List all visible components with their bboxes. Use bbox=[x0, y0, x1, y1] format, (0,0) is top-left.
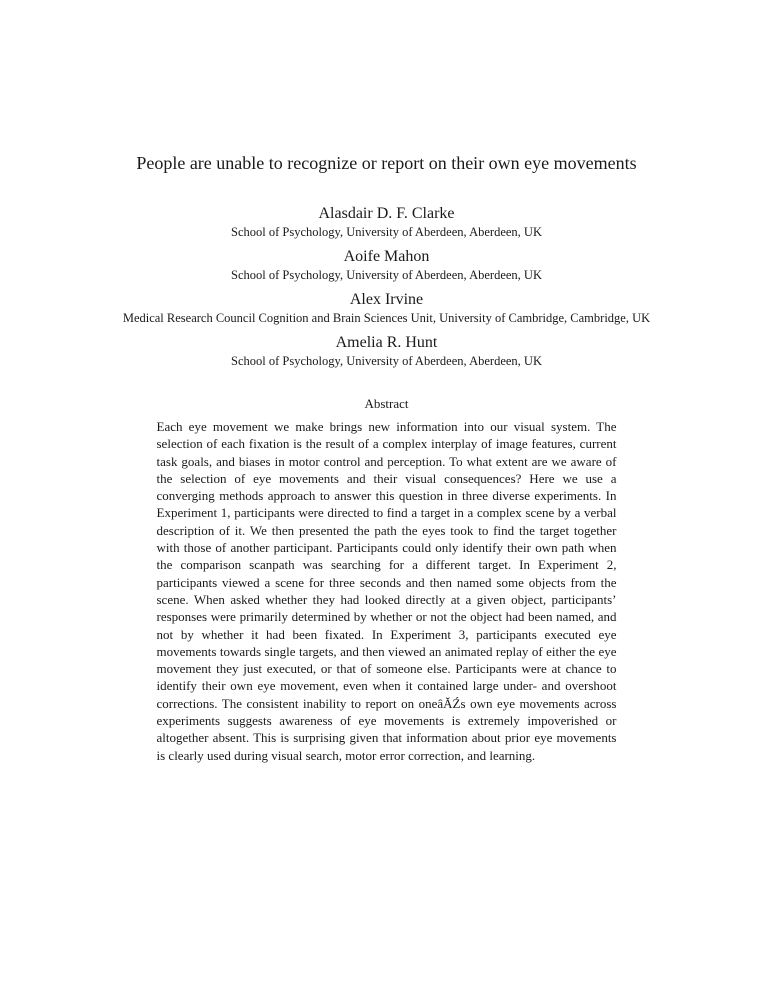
abstract-section bbox=[0, 396, 773, 764]
author-name: Aoife Mahon bbox=[343, 248, 430, 265]
author-block bbox=[0, 204, 773, 241]
author-affiliation: Medical Research Council Cognition and Brain Sciences Unit, University of Cambridge, Cambridge, UK bbox=[122, 311, 651, 325]
paper-title: People are unable to recognize or report on their own eye movements bbox=[136, 153, 637, 173]
authors-list bbox=[0, 204, 773, 370]
author-affiliation: School of Psychology, University of Aberdeen, Aberdeen, UK bbox=[231, 268, 542, 282]
author-block bbox=[0, 290, 773, 327]
abstract-heading: Abstract bbox=[364, 396, 409, 411]
author-name: Alasdair D. F. Clarke bbox=[318, 205, 455, 222]
author-name: Alex Irvine bbox=[349, 291, 424, 308]
abstract-text: Each eye movement we make brings new information into our visual system. The selection of each fixation is the result of a complex interplay of image features, current task goals, and biases in motor control and perception. To what extent are we aware of the selection of eye movements and their visual consequences? Here we use a converging methods approach to answer this question in three diverse experiments. In Experiment 1, participants were directed to find a target in a complex scene by a verbal description of it. We then presented the path the eyes took to find the target together with those of another participant. Participants could only identify their own path when the comparison scanpath was searching for a different target. In Experiment 2, participants viewed a scene for three seconds and then named some objects from the scene. When asked whether they had looked directly at a given object, participants’ responses were primarily determined by whether or not the object had been named, and not by whether it had been fixated. In Experiment 3, participants executed eye movements towards single targets, and then viewed an animated replay of either the eye movement they just executed, or that of someone else. Participants were at chance to identify their own eye movement, even when it contained large under- and overshoot corrections. The consistent inability to report on oneâĂŹs own eye movements across experiments suggests awareness of eye movements is extremely impoverished or altogether absent. This is surprising given that information about prior eye movements is clearly used during visual search, motor error correction, and learning. bbox=[156, 419, 617, 763]
author-block bbox=[0, 333, 773, 370]
author-block bbox=[0, 247, 773, 284]
author-name: Amelia R. Hunt bbox=[335, 334, 438, 351]
author-affiliation: School of Psychology, University of Aberdeen, Aberdeen, UK bbox=[231, 354, 542, 368]
author-affiliation: School of Psychology, University of Aberdeen, Aberdeen, UK bbox=[231, 225, 542, 239]
